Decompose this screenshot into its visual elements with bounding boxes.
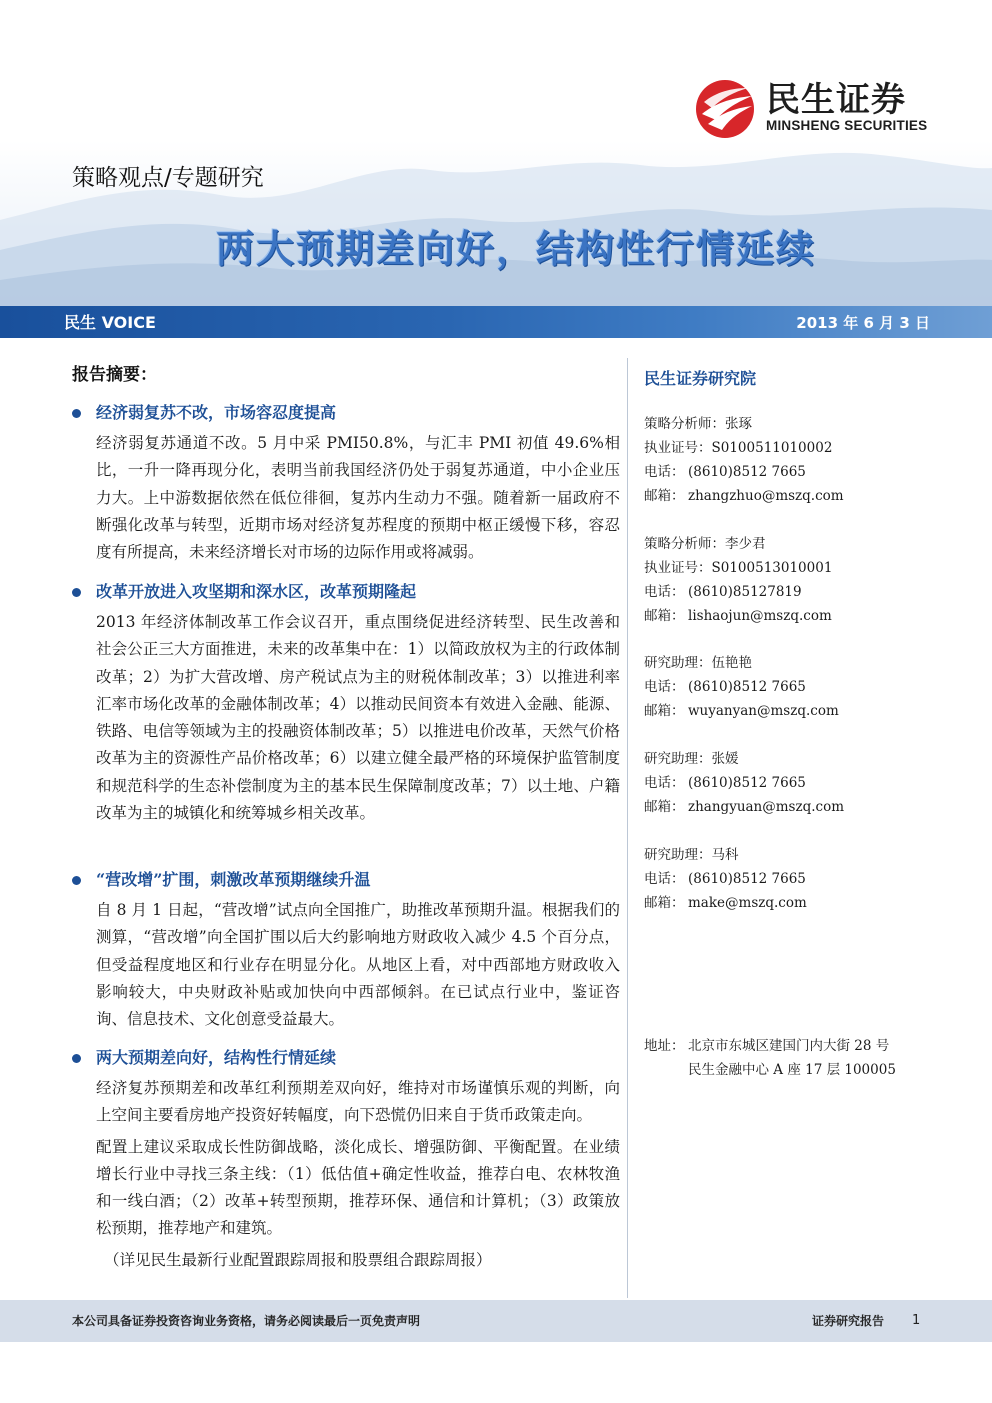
email-link[interactable]: make@mszq.com	[688, 895, 807, 911]
address-label: 地址：	[644, 1038, 685, 1054]
section-paragraph: 经济复苏预期差和改革红利预期差双向好，维持对市场谨慎乐观的判断，向上空间主要看房地产投资好转幅度，向下恐慌仍旧来自于货币政策走向。	[96, 1079, 620, 1125]
page-number: 1	[912, 1313, 921, 1328]
section-paragraph: 配置上建议采取成长性防御战略，淡化成长、增强防御、平衡配置。在业绩增长行业中寻找三条主线：（1）低估值+确定性收益，推荐白电、农林牧渔和一线白酒；（2）改革+转型预期，推荐环保、通信和计算机；（3）政策放松预期，推荐地产和建筑。	[96, 1137, 620, 1238]
analyst-card: 策略分析师：李少君 执业证号：S0100513010001 电话： (8610)85127819 邮箱： lishaojun@mszq.com	[644, 536, 833, 624]
email-link[interactable]: zhangyuan@mszq.com	[688, 799, 845, 815]
footer-report-type: 证券研究报告	[812, 1314, 885, 1328]
section-paragraph: 经济弱复苏通道不改。5 月中采 PMI50.8%，与汇丰 PMI 初值 49.6%相比，一升一降再现分化，表明当前我国经济仍处于弱复苏通道，中小企业压力大。上中游数据依然在低位徘徊，复苏内生动力不强。随着新一届政府不断强化改革与转型，近期市场对经济复苏程度的预期中枢正缓慢下移，容忍度有所提高，未来经济增长对市场的边际作用或将减弱。	[96, 434, 620, 562]
email-link[interactable]: zhangzhuo@mszq.com	[688, 488, 844, 504]
logo-english-name: MINSHENG SECURITIES	[766, 118, 928, 133]
assistant-card: 研究助理：马科 电话： (8610)8512 7665 邮箱： make@mszq.com	[644, 847, 807, 911]
email-link[interactable]: lishaojun@mszq.com	[688, 608, 832, 624]
section-paragraph: 自 8 月 1 日起，“营改增”试点向全国推广，助推改革预期升温。根据我们的测算，“营改增”向全国扩围以后大约影响地方财政收入减少 4.5 个百分点，但受益程度地区和行业存在明显分化。从地区上看，对中西部地方财政收入影响较大，中央财政补贴或加快向中西部倾斜。在已试点行业中，鉴证咨询、信息技术、文化创意受益最大。	[96, 901, 620, 1029]
bullet-icon	[72, 409, 81, 418]
analyst-card: 策略分析师：张琢 执业证号：S0100511010002 电话： (8610)8512 7665 邮箱： zhangzhuo@mszq.com	[644, 416, 844, 504]
assistant-card: 研究助理：张媛 电话： (8610)8512 7665 邮箱： zhangyuan@mszq.com	[644, 751, 845, 815]
section-vat-reform	[72, 867, 620, 1033]
bullet-icon	[72, 1054, 81, 1063]
minsheng-logo-icon	[694, 78, 758, 140]
section-economy	[72, 400, 620, 566]
section-heading: “营改增”扩围，刺激改革预期继续升温	[96, 870, 371, 889]
section-outlook	[72, 1045, 620, 1274]
institute-name: 民生证券研究院	[644, 369, 757, 388]
section-heading: 两大预期差向好，结构性行情延续	[96, 1048, 337, 1067]
logo-chinese-name: 民生证券	[766, 80, 906, 120]
footer-disclaimer: 本公司具备证券投资咨询业务资格，请务必阅读最后一页免责声明	[72, 1314, 421, 1328]
column-name: 民生 VOICE	[64, 313, 156, 332]
address-block	[644, 1034, 896, 1082]
column-divider	[627, 358, 628, 1298]
address-line: 北京市东城区建国门内大街 28 号	[688, 1038, 890, 1054]
email-link[interactable]: wuyanyan@mszq.com	[688, 703, 839, 719]
section-paragraph: 2013 年经济体制改革工作会议召开，重点围绕促进经济转型、民生改善和社会公正三大方面推进，未来的改革集中在：1）以简政放权为主的行政体制改革；2）为扩大营改增、房产税试点为主的财税体制改革；3）以推进利率汇率市场化改革的金融体制改革；4）以推动民间资本有效进入金融、能源、铁路、电信等领域为主的投融资体制改革；5）以推进电价改革，天然气价格改革为主的资源性产品价格改革；6）以建立健全最严格的环境保护监管制度和规范科学的生态补偿制度为主的基本民生保障制度改革；7）以土地、户籍改革为主的城镇化和统筹城乡相关改革。	[96, 613, 620, 823]
section-heading: 改革开放进入攻坚期和深水区，改革预期隆起	[96, 582, 417, 601]
assistant-card: 研究助理：伍艳艳 电话： (8610)8512 7665 邮箱： wuyanyan@mszq.com	[644, 655, 839, 719]
bullet-icon	[72, 876, 81, 885]
section-heading: 经济弱复苏不改，市场容忍度提高	[96, 403, 337, 422]
report-category: 策略观点/专题研究	[72, 165, 264, 191]
address-line: 民生金融中心 A 座 17 层 100005	[688, 1062, 896, 1078]
section-reform	[72, 579, 620, 827]
section-note: （详见民生最新行业配置跟踪周报和股票组合跟踪周报）	[104, 1250, 492, 1269]
report-title: 两大预期差向好，结构性行情延续	[215, 227, 816, 271]
bullet-icon	[72, 588, 81, 597]
summary-title: 报告摘要：	[72, 365, 157, 385]
report-date: 2013 年 6 月 3 日	[796, 314, 930, 332]
